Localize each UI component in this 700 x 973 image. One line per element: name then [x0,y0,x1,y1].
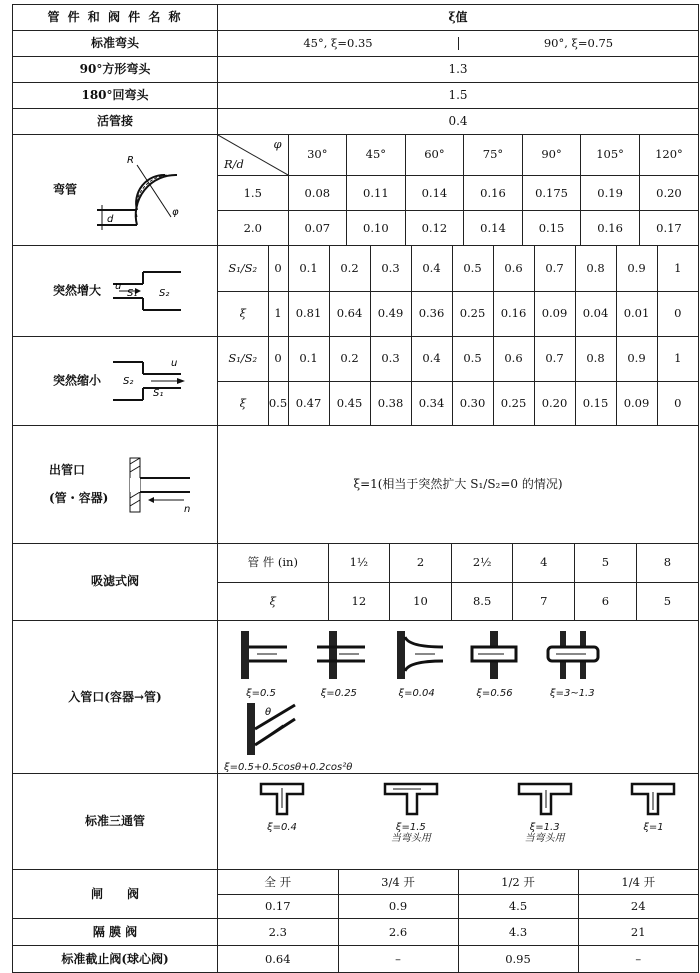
gate-open: 1/2 开 [458,870,578,894]
tee-caption-4: ξ=1 [643,821,664,833]
gate-value: 24 [578,894,698,918]
con-xi: 0.45 [329,381,370,425]
gate-open: 1/4 开 [578,870,698,894]
globe-value: – [338,946,458,972]
inlet-fig-5 [535,625,609,699]
con-xi: 0.47 [288,381,329,425]
con-xi: 0.20 [534,381,575,425]
exp-ratio: 0.6 [493,246,534,291]
inlet-pipe-icon [464,625,524,685]
bend-cell: 0.17 [639,211,698,245]
con-xi: 0.30 [452,381,493,425]
bend-phi-label: φ [171,207,179,218]
contraction-label: 突然缩小 [53,373,102,388]
foot-valve-label: 吸滤式阀 [13,544,218,621]
bend-cell: 0.15 [522,211,581,245]
tee-elbow-icon [381,778,441,818]
inlet-caption-4: ξ=0.56 [476,688,513,700]
foot-xi-label: ξ [218,582,328,620]
expansion-label: 突然增大 [53,283,102,298]
gate-value: 0.17 [218,894,338,918]
expansion-s2: S₂ [158,288,170,299]
exp-ratio: 0.7 [534,246,575,291]
exp-xi: 0.81 [288,291,329,336]
outlet-value: ξ=1(相当于突然扩大 S₁/S₂=0 的情况) [218,426,699,544]
con-xi: 0 [657,381,698,425]
exp-ratio: 0.4 [411,246,452,291]
foot-xi: 7 [513,582,575,620]
outlet-sub: (管・容器) [49,490,109,505]
contraction-diagram [111,346,191,416]
foot-size: 2½ [451,544,513,582]
foot-size: 8 [636,544,698,582]
inlet-caption-2: ξ=0.25 [320,688,357,700]
tee-label: 标准三通管 [13,774,218,870]
return-bend-label: 180°回弯头 [13,83,218,109]
contraction-cell [13,337,218,426]
con-ratio: 0.4 [411,337,452,381]
exp-ratio: 0.8 [575,246,616,291]
bend-label: 弯管 [53,182,78,197]
foot-size: 5 [575,544,637,582]
exp-ratio: 1 [657,246,698,291]
inlet-protruding-icon [309,625,369,685]
expansion-xi-label: ξ [218,291,268,336]
con-ratio: 0.7 [534,337,575,381]
bend-cell: 0.12 [405,211,464,245]
tee-fig-2 [346,778,476,843]
tee-branch-icon [257,778,307,818]
exp-xi: 0.04 [575,291,616,336]
bend-cell: 0.20 [639,175,698,211]
std-elbow-45: 45°, ξ=0.35 [218,37,459,50]
globe-valve-label: 标准截止阀(球心阀) [13,946,218,973]
bend-R-label: R [126,155,134,166]
contraction-ratio-label: S₁/S₂ [218,337,268,381]
outlet-n: n [184,503,191,515]
bend-cell: 0.08 [288,175,347,211]
gate-open: 全 开 [218,870,338,894]
union-label: 活管接 [13,109,218,135]
exp-ratio: 0.2 [329,246,370,291]
inlet-flush-icon [542,625,602,685]
inlet-fig-2 [302,625,376,699]
tee-fig-1 [222,778,342,832]
bend-angle-120: 120° [639,135,698,175]
globe-value: 0.95 [458,946,578,972]
contraction-s1: S₁ [152,388,164,399]
exp-xi: 0.49 [370,291,411,336]
resistance-coefficient-table [12,4,699,973]
globe-value: – [578,946,698,972]
exp-xi: 0.36 [411,291,452,336]
inlet-angled-icon [239,699,299,759]
exp-xi: 0.16 [493,291,534,336]
std-elbow-label: 标准弯头 [13,31,218,57]
foot-xi: 10 [390,582,452,620]
diaphragm-value: 2.3 [218,919,338,945]
bend-diagram [87,145,187,235]
con-xi: 0.34 [411,381,452,425]
bend-cell: 0.175 [522,175,581,211]
foot-pipe-label: 管 件 (in) [218,544,328,582]
exp-xi: 1 [268,291,288,336]
union-value: 0.4 [218,109,699,135]
con-ratio: 0.5 [452,337,493,381]
gate-value: 4.5 [458,894,578,918]
exp-xi: 0.25 [452,291,493,336]
diaphragm-value: 21 [578,919,698,945]
foot-size: 4 [513,544,575,582]
inlet-caption-6: ξ=0.5+0.5cosθ+0.2cos²θ [224,762,353,774]
inlet-fig-1 [224,625,298,699]
con-ratio: 0.2 [329,337,370,381]
foot-size: 1½ [328,544,390,582]
exp-ratio: 0.3 [370,246,411,291]
tee-note-2: 当弯头用 [524,832,565,844]
con-xi: 0.38 [370,381,411,425]
bend-cell: 0.14 [464,211,523,245]
con-ratio: 0.1 [288,337,329,381]
outlet-cell [13,426,218,544]
bend-cell: 0.19 [581,175,640,211]
inlet-sharp-icon [231,625,291,685]
bend-d-label: d [106,214,114,225]
return-bend-value: 1.5 [218,83,699,109]
header-value: ξ值 [218,5,699,31]
bend-phi-header: φ [273,137,282,151]
bend-cell: 0.16 [581,211,640,245]
square-elbow-label: 90°方形弯头 [13,57,218,83]
bend-angle-30: 30° [288,135,347,175]
inlet-caption-3: ξ=0.04 [398,688,435,700]
std-elbow-90: 90°, ξ=0.75 [459,37,699,50]
exp-ratio: 0 [268,246,288,291]
inlet-rounded-icon [387,625,447,685]
foot-xi: 5 [636,582,698,620]
con-ratio: 1 [657,337,698,381]
bend-cell [13,135,218,246]
tee-note-1: 当弯头用 [390,832,431,844]
inlet-theta: θ [265,707,272,719]
bend-cell: 0.10 [347,211,406,245]
bend-cell: 0.14 [405,175,464,211]
bend-angle-90: 90° [522,135,581,175]
expansion-u: u [114,281,122,292]
tee-fig-3 [480,778,610,843]
exp-ratio: 0.1 [288,246,329,291]
con-ratio: 0.6 [493,337,534,381]
con-xi: 0.15 [575,381,616,425]
bend-cell: 0.11 [347,175,406,211]
con-ratio: 0.8 [575,337,616,381]
tee-caption-1: ξ=0.4 [267,821,297,833]
bend-cell: 0.07 [288,211,347,245]
contraction-u: u [170,358,178,369]
exp-ratio: 0.5 [452,246,493,291]
gate-valve-label: 闸 阀 [13,870,218,919]
exp-xi: 0 [657,291,698,336]
tee-run-icon [628,778,678,818]
con-ratio: 0 [268,337,288,381]
bend-cell: 0.16 [464,175,523,211]
bend-angle-60: 60° [405,135,464,175]
exp-xi: 0.09 [534,291,575,336]
gate-open: 3/4 开 [338,870,458,894]
inlet-label: 入管口(容器→管) [13,621,218,774]
globe-value: 0.64 [218,946,338,972]
tee-elbow-icon-2 [515,778,575,818]
tee-fig-4 [613,778,693,832]
expansion-ratio-label: S₁/S₂ [218,246,268,291]
expansion-cell [13,246,218,337]
contraction-xi-label: ξ [218,381,268,425]
con-ratio: 0.3 [370,337,411,381]
contraction-s2: S₂ [122,376,134,387]
diaphragm-valve-label: 隔 膜 阀 [13,919,218,946]
inlet-caption-1: ξ=0.5 [246,688,276,700]
expansion-s1: S₁ [126,288,138,299]
bend-angle-75: 75° [464,135,523,175]
tee-caption-2: ξ=1.5 [395,821,426,833]
exp-ratio: 0.9 [616,246,657,291]
foot-xi: 12 [328,582,390,620]
inlet-caption-5: ξ=3~1.3 [550,688,595,700]
tee-caption-3: ξ=1.3 [529,821,560,833]
header-name: 管 件 和 阀 件 名 称 [13,5,218,31]
square-elbow-value: 1.3 [218,57,699,83]
con-xi: 0.5 [268,381,288,425]
foot-size: 2 [390,544,452,582]
bend-angle-45: 45° [347,135,406,175]
expansion-diagram [111,256,191,326]
foot-xi: 8.5 [451,582,513,620]
diaphragm-value: 2.6 [338,919,458,945]
foot-xi: 6 [575,582,637,620]
outlet-diagram [118,450,198,520]
con-xi: 0.25 [493,381,534,425]
gate-value: 0.9 [338,894,458,918]
bend-angle-105: 105° [581,135,640,175]
diaphragm-value: 4.3 [458,919,578,945]
outlet-label: 出管口 [49,463,86,478]
inlet-fig-6 [224,699,353,774]
con-xi: 0.09 [616,381,657,425]
bend-rd-1.5: 1.5 [218,175,288,211]
exp-xi: 0.64 [329,291,370,336]
con-ratio: 0.9 [616,337,657,381]
inlet-fig-4 [457,625,531,699]
bend-rd-2.0: 2.0 [218,211,288,245]
exp-xi: 0.01 [616,291,657,336]
inlet-fig-3 [380,625,454,699]
bend-rd-header: R/d [224,156,244,171]
